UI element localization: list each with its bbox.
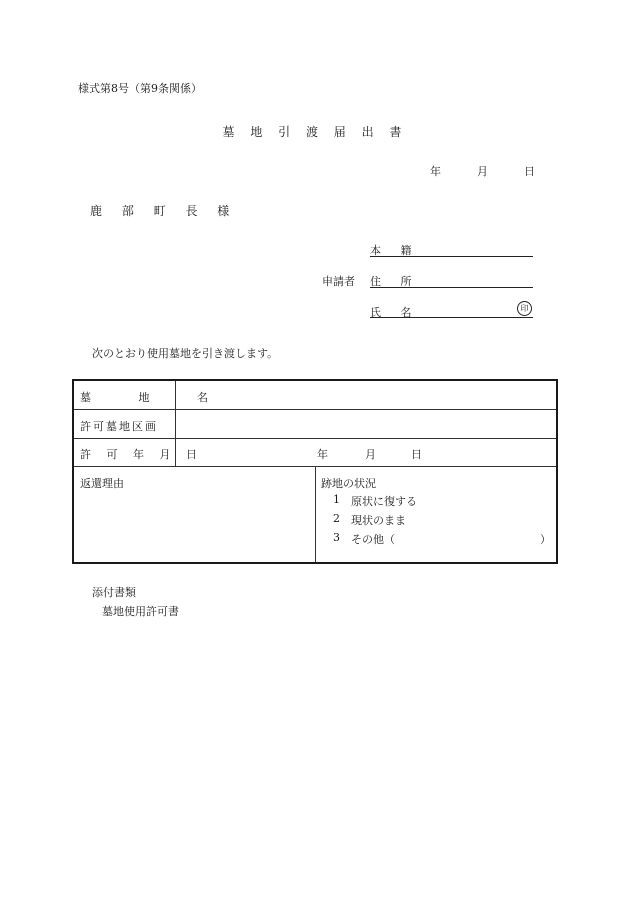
close-paren: ） bbox=[540, 533, 551, 546]
option-other-text: その他（ bbox=[351, 533, 395, 546]
cemetery-table bbox=[72, 379, 558, 564]
option-restore-text: 原状に復する bbox=[351, 495, 417, 508]
attachments-heading: 添付書類 bbox=[92, 586, 136, 599]
address-field[interactable] bbox=[370, 287, 533, 288]
row-divider bbox=[74, 409, 556, 410]
cemetery-name-field[interactable] bbox=[177, 383, 553, 407]
permit-date-year: 年 bbox=[317, 448, 328, 461]
permit-section-field[interactable] bbox=[177, 412, 553, 436]
addressee: 鹿 部 町 長 様 bbox=[90, 204, 238, 218]
option-as-is-text: 現状のまま bbox=[351, 514, 406, 527]
document-title: 墓 地 引 渡 届 出 書 bbox=[222, 125, 408, 139]
honseki-label: 本 籍 bbox=[370, 244, 420, 257]
address-label: 住 所 bbox=[370, 275, 420, 288]
permit-section-label: 許可墓地区画 bbox=[80, 420, 158, 433]
date-month-label: 月 bbox=[477, 165, 488, 178]
row-divider bbox=[74, 438, 556, 439]
permit-date-label: 許 可 年 月 日 bbox=[80, 448, 203, 461]
date-year-label: 年 bbox=[430, 165, 441, 178]
option-number: 2 bbox=[333, 512, 340, 525]
intro-text: 次のとおり使用墓地を引き渡します。 bbox=[92, 347, 279, 360]
applicant-label: 申請者 bbox=[322, 275, 355, 288]
return-reason-label: 返還理由 bbox=[80, 477, 124, 490]
other-detail-field[interactable] bbox=[406, 528, 536, 546]
permit-date-day: 日 bbox=[411, 448, 422, 461]
seal-mark: 印 bbox=[517, 301, 532, 316]
bottom-column-divider bbox=[315, 466, 316, 562]
form-number: 様式第8号（第9条関係） bbox=[78, 82, 202, 95]
cemetery-name-label: 墓 地 名 bbox=[80, 391, 230, 404]
return-reason-field[interactable] bbox=[80, 491, 310, 557]
date-day-label: 日 bbox=[524, 165, 535, 178]
name-field[interactable] bbox=[370, 317, 533, 318]
permit-date-month: 月 bbox=[365, 448, 376, 461]
attachment-item: 墓地使用許可書 bbox=[102, 605, 179, 618]
option-number: 1 bbox=[333, 493, 340, 506]
option-number: 3 bbox=[333, 531, 340, 544]
honseki-field[interactable] bbox=[370, 256, 533, 257]
name-label: 氏 名 bbox=[370, 306, 420, 319]
site-status-label: 跡地の状況 bbox=[321, 477, 376, 490]
